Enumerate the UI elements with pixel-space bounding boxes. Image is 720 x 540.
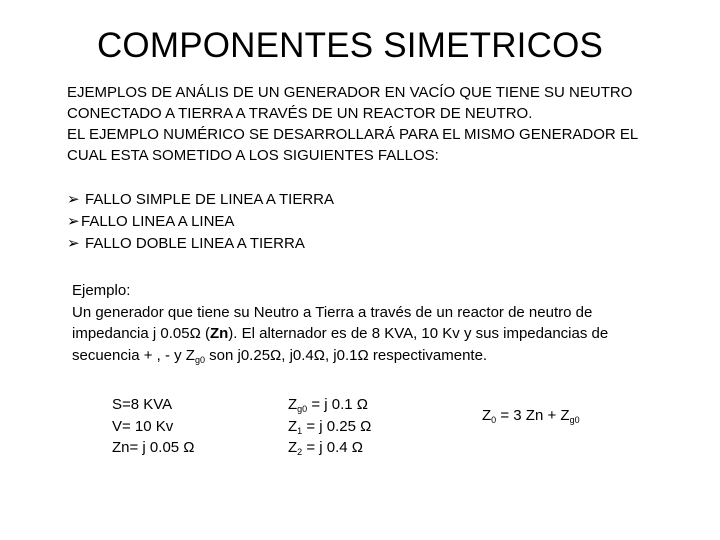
intro-line: EJEMPLOS DE ANÁLIS DE UN GENERADOR EN VACÍO QUE TIENE SU NEUTRO bbox=[67, 84, 633, 101]
symbol: Z bbox=[288, 417, 298, 435]
fault-list-item bbox=[67, 211, 667, 233]
formula-line bbox=[482, 405, 580, 427]
intro-paragraph bbox=[67, 82, 697, 166]
impedance-value bbox=[288, 437, 371, 459]
intro-line: CUAL ESTA SOMETIDO A LOS SIGUIENTES FALLOS: bbox=[67, 147, 439, 164]
example-heading: Ejemplo: bbox=[72, 282, 131, 299]
value-text: = j 0.1 Ω bbox=[307, 396, 369, 413]
subscript: g0 bbox=[569, 415, 580, 425]
fault-list bbox=[67, 189, 667, 255]
intro-line: CONECTADO A TIERRA A TRAVÉS DE UN REACTOR DE NEUTRO. bbox=[67, 105, 533, 122]
given-value: Zn= j 0.05 Ω bbox=[112, 439, 195, 456]
formula-text: = 3 Zn + Z bbox=[496, 407, 570, 424]
subscript: 2 bbox=[297, 447, 303, 457]
symbol: Z bbox=[288, 439, 298, 456]
subscript: g0 bbox=[194, 354, 205, 365]
example-line bbox=[72, 345, 662, 367]
subscript: g0 bbox=[297, 404, 308, 414]
example-line bbox=[72, 323, 662, 345]
example-block bbox=[72, 280, 662, 366]
example-text: impedancia j 0.05Ω ( bbox=[72, 325, 210, 342]
fault-label: FALLO DOBLE LINEA A TIERRA bbox=[85, 235, 305, 252]
arrow-bullet-icon: ➢ bbox=[67, 213, 80, 230]
example-text: ). El alternador es de 8 KVA, 10 Kv y sus impedancias de bbox=[228, 325, 609, 342]
fault-list-item bbox=[67, 189, 667, 211]
given-value: S=8 KVA bbox=[112, 396, 173, 413]
zero-sequence-formula bbox=[482, 405, 580, 427]
intro-line: EL EJEMPLO NUMÉRICO SE DESARROLLARÁ PARA EL MISMO GENERADOR EL bbox=[67, 126, 639, 143]
value-text: = j 0.25 Ω bbox=[302, 417, 372, 435]
fault-list-item bbox=[67, 233, 667, 255]
given-value: V= 10 Kv bbox=[112, 417, 174, 435]
example-line: Un generador que tiene su Neutro a Tierra a través de un reactor de neutro de bbox=[72, 303, 593, 321]
arrow-bullet-icon: ➢ bbox=[67, 235, 80, 252]
arrow-bullet-icon: ➢ bbox=[67, 191, 80, 208]
given-values-left bbox=[112, 394, 195, 459]
subscript: 0 bbox=[491, 415, 497, 425]
symbol: Z bbox=[482, 407, 492, 424]
example-text: son j0.25Ω, j0.4Ω, j0.1Ω respectivamente. bbox=[204, 346, 488, 364]
slide-title: COMPONENTES SIMETRICOS bbox=[96, 26, 604, 65]
subscript: 1 bbox=[297, 425, 303, 436]
value-text: = j 0.4 Ω bbox=[302, 439, 364, 456]
example-text: secuencia + , - y Z bbox=[72, 346, 195, 364]
fault-label: FALLO LINEA A LINEA bbox=[81, 213, 235, 230]
zn-bold: Zn bbox=[209, 325, 229, 342]
fault-label: FALLO SIMPLE DE LINEA A TIERRA bbox=[85, 191, 334, 208]
impedance-value bbox=[288, 394, 371, 416]
symbol: Z bbox=[288, 396, 298, 413]
impedance-value bbox=[288, 416, 371, 438]
impedance-values bbox=[288, 394, 371, 459]
